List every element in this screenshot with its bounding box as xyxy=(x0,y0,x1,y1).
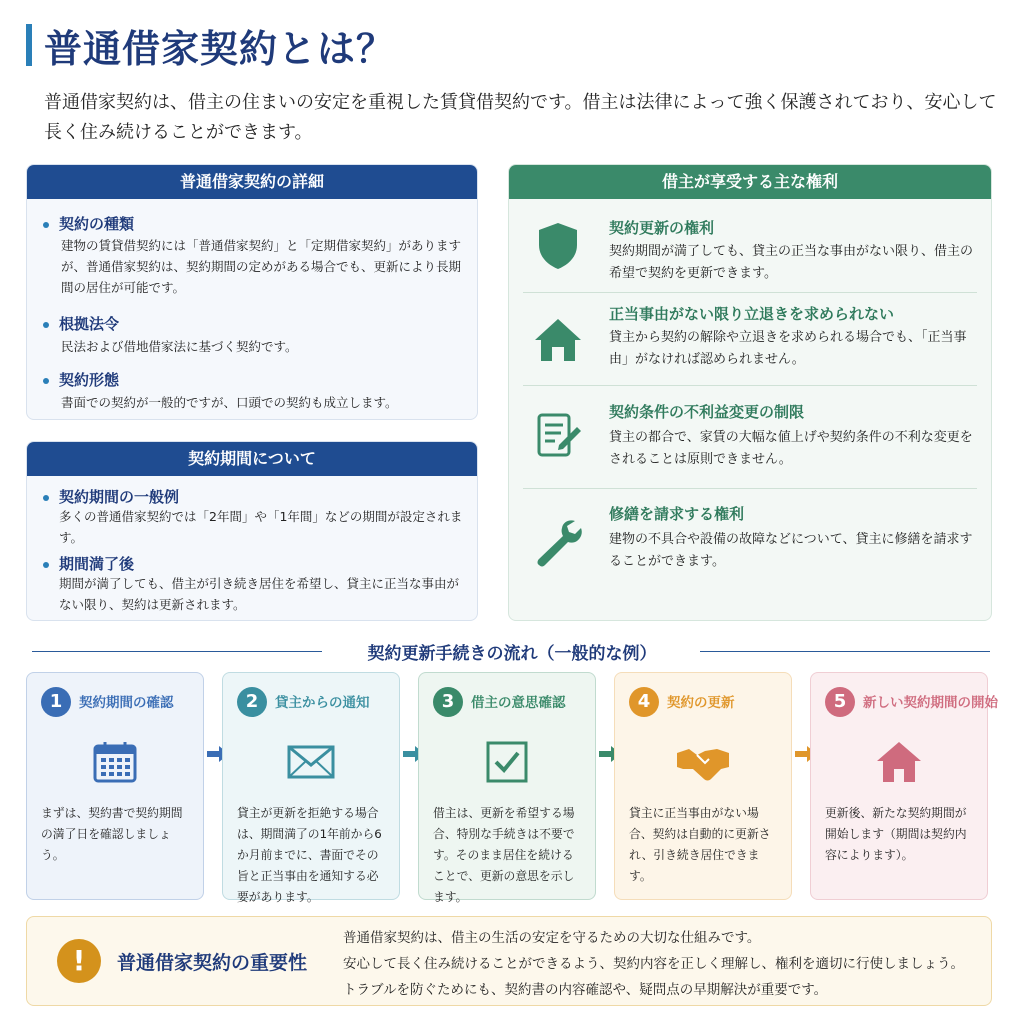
right-item-title: 契約更新の権利 xyxy=(609,219,715,237)
rights-heading: 借主が享受する主な権利 xyxy=(509,165,991,199)
importance-line: 普通借家契約は、借主の生活の安定を守るための大切な仕組みです。 xyxy=(343,930,761,946)
period-card xyxy=(26,441,478,621)
envelope-icon xyxy=(223,739,399,785)
step-label: 借主の意思確認 xyxy=(471,695,566,711)
document-edit-icon xyxy=(531,409,585,463)
right-item xyxy=(523,393,977,485)
step-number: 3 xyxy=(433,687,463,717)
step-number: 5 xyxy=(825,687,855,717)
bullet-icon xyxy=(43,562,49,568)
intro-text: 普通借家契約は、借主の住まいの安定を重視した賃貸借契約です。借主は法律によって強く保護されており、安心して長く住み続けることができます。 xyxy=(44,92,997,143)
house-icon xyxy=(531,313,585,367)
period-item-title: 契約期間の一般例 xyxy=(43,486,179,507)
flow-step xyxy=(614,672,792,900)
wrench-icon xyxy=(531,515,585,569)
right-item-title: 修繕を請求する権利 xyxy=(609,505,745,523)
right-item xyxy=(523,497,977,597)
right-item-title: 契約条件の不利益変更の制限 xyxy=(609,403,805,421)
right-item-body: 貸主から契約の解除や立退きを求められる場合でも、「正当事由」がなければ認められません。 xyxy=(609,330,967,367)
period-item-body: 多くの普通借家契約では「2年間」や「1年間」などの期間が設定されます。 xyxy=(59,509,463,545)
bullet-icon xyxy=(43,378,49,384)
step-number: 4 xyxy=(629,687,659,717)
step-number: 2 xyxy=(237,687,267,717)
period-item-title: 期間満了後 xyxy=(43,553,134,574)
bullet-icon xyxy=(43,322,49,328)
divider xyxy=(523,292,977,293)
step-label: 新しい契約期間の開始 xyxy=(863,695,998,711)
handshake-icon xyxy=(615,739,791,785)
flow-step xyxy=(26,672,204,900)
step-label: 契約の更新 xyxy=(667,695,735,711)
step-body: 貸主に正当事由がない場合、契約は自動的に更新され、引き続き居住できます。 xyxy=(629,806,771,883)
flow-step xyxy=(810,672,998,900)
warning-icon: ! xyxy=(57,939,101,983)
right-item-body: 契約期間が満了しても、貸主の正当な事由がない限り、借主の希望で契約を更新できます。 xyxy=(609,244,974,281)
right-item xyxy=(523,299,977,385)
step-body: 借主は、更新を希望する場合、特別な手続きは不要です。そのまま居住を続けることで、更新の意思を示します。 xyxy=(433,806,575,904)
flow-heading: 契約更新手続きの流れ（一般的な例） xyxy=(0,639,1024,664)
step-body: 貸主が更新を拒絶する場合は、期間満了の1年前から6か月前までに、書面でその旨と正当事由を通知する必要があります。 xyxy=(237,806,382,904)
step-body: まずは、契約書で契約期間の満了日を確認しましょう。 xyxy=(41,806,183,862)
details-item-title: 契約の種類 xyxy=(43,213,134,234)
importance-lines xyxy=(343,925,964,1003)
period-heading: 契約期間について xyxy=(27,442,477,476)
house-icon xyxy=(811,739,987,785)
right-item-title: 正当事由がない限り立退きを求められない xyxy=(609,305,895,323)
details-item-body: 民法および借地借家法に基づく契約です。 xyxy=(61,339,298,354)
details-item-title: 根拠法令 xyxy=(43,313,119,334)
title-accent-bar xyxy=(26,24,32,66)
divider xyxy=(523,488,977,489)
bullet-icon xyxy=(43,222,49,228)
importance-line: 安心して長く住み続けることができるよう、契約内容を正しく理解し、権利を適切に行使しましょう。 xyxy=(343,956,964,972)
flow-step xyxy=(418,672,596,904)
shield-icon xyxy=(531,219,585,273)
details-card xyxy=(26,164,478,420)
page-title: 普通借家契約とは？ xyxy=(44,27,396,71)
details-item-body: 建物の賃貸借契約には「普通借家契約」と「定期借家契約」がありますが、普通借家契約は、契約期間の定めがある場合でも、更新により長期間の居住が可能です。 xyxy=(61,238,462,295)
divider xyxy=(523,385,977,386)
right-item-body: 貸主の都合で、家賃の大幅な値上げや契約条件の不利な変更をされることは原則できません。 xyxy=(609,430,973,467)
rights-card xyxy=(508,164,992,621)
details-item-body: 書面での契約が一般的ですが、口頭での契約も成立します。 xyxy=(61,395,398,410)
step-number: 1 xyxy=(41,687,71,717)
step-body: 更新後、新たな契約期間が開始します（期間は契約内容によります）。 xyxy=(825,806,967,862)
right-item-body: 建物の不具合や設備の故障などについて、貸主に修繕を請求することができます。 xyxy=(609,532,973,569)
step-label: 契約期間の確認 xyxy=(79,695,174,711)
importance-line: トラブルを防ぐためにも、契約書の内容確認や、疑問点の早期解決が重要です。 xyxy=(343,982,828,998)
details-heading: 普通借家契約の詳細 xyxy=(27,165,477,199)
details-item-title: 契約形態 xyxy=(43,369,119,390)
calendar-icon xyxy=(27,739,203,785)
bullet-icon xyxy=(43,495,49,501)
step-label: 貸主からの通知 xyxy=(275,695,370,711)
flow-step xyxy=(222,672,400,904)
importance-box xyxy=(26,916,992,1006)
checkbox-icon xyxy=(419,739,595,785)
period-item-body: 期間が満了しても、借主が引き続き居住を希望し、貸主に正当な事由がない限り、契約は更新されます。 xyxy=(59,576,460,612)
right-item xyxy=(523,209,977,293)
importance-title: 普通借家契約の重要性 xyxy=(117,952,308,974)
